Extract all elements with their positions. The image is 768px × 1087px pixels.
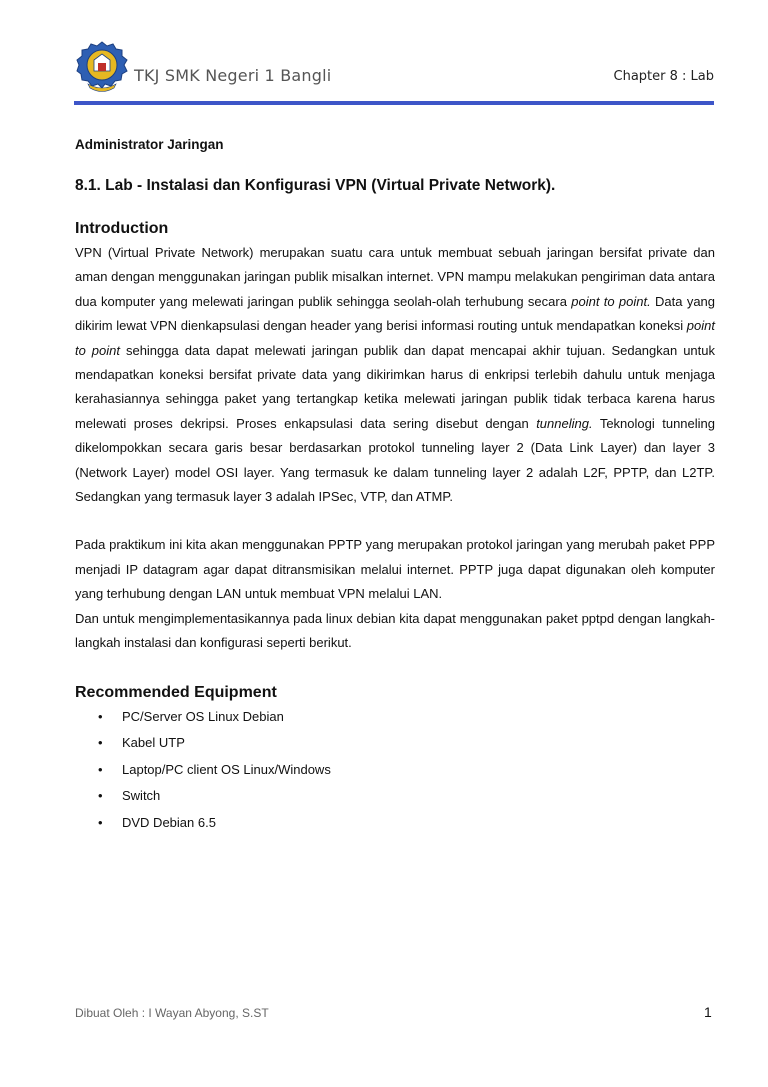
lab-title: 8.1. Lab - Instalasi dan Konfigurasi VPN (Virtual Private Network). [75,177,556,194]
pptp-paragraph: Pada praktikum ini kita akan menggunakan PPTP yang merupakan protokol jaringan yang merubah paket PPP menjadi IP datagram agar dapat ditransmisikan melalui internet. PPTP juga dapat digunakan oleh komputer yang terhubung dengan LAN untuk membuat VPN melalui LAN. [75,537,715,602]
introduction-heading: Introduction [75,220,169,237]
footer-author: Dibuat Oleh : I Wayan Abyong, S.ST [75,1006,269,1020]
page-number: 1 [704,1004,712,1020]
list-item: • DVD Debian 6.5 [98,814,216,830]
document-body [75,137,715,841]
header-rule [74,101,714,105]
subject-heading: Administrator Jaringan [75,137,224,152]
list-item: • Kabel UTP [98,735,185,750]
list-item: • Switch [98,788,161,803]
list-item: • Laptop/PC client OS Linux/Windows [98,761,331,777]
school-logo-icon [74,40,130,94]
equipment-heading: Recommended Equipment [75,683,277,701]
list-item: • PC/Server OS Linux Debian [98,708,284,724]
equipment-list [75,709,715,842]
school-name: TKJ SMK Negeri 1 Bangli [134,66,332,85]
page-header [74,40,714,104]
chapter-label: Chapter 8 : Lab [613,69,714,84]
intro-paragraph: VPN (Virtual Private Network) merupakan suatu cara untuk membuat sebuah jaringan bersifat private dan aman dengan menggunakan jaringan publik misalkan internet. VPN mampu melakukan pengiriman data antara dua komputer yang melewati jaringan publik sehingga seolah-olah terhubung secara point to point. Data yang dikirim lewat VPN dienkapsulasi dengan header yang berisi informasi routing untuk mendapatkan koneksi point to point sehingga data dapat melewati jaringan publik dan dapat mencapai akhir tujuan. Sedangkan untuk mendapatkan koneksi bersifat private data yang dikirimkan harus di enkripsi terlebih dahulu untuk menjaga kerahasiannya sehingga paket yang tertangkap ketika melewati jaringan publik tidak terbaca karena harus melewati proses dekripsi. Proses enkapsulasi data sering disebut dengan tunneling. Teknologi tunneling dikelompokkan secara garis besar berdasarkan protokol tunneling layer 2 (Data Link Layer) dan layer 3 (Network Layer) model OSI layer. Yang termasuk ke dalam tunneling layer 2 adalah L2F, PPTP, dan L2TP. Sedangkan yang termasuk layer 3 adalah IPSec, VTP, dan ATMP. [75,245,716,505]
implementation-paragraph: Dan untuk mengimplementasikannya pada linux debian kita dapat menggunakan paket pptpd dengan langkah-langkah instalasi dan konfigurasi seperti berikut. [75,610,715,651]
